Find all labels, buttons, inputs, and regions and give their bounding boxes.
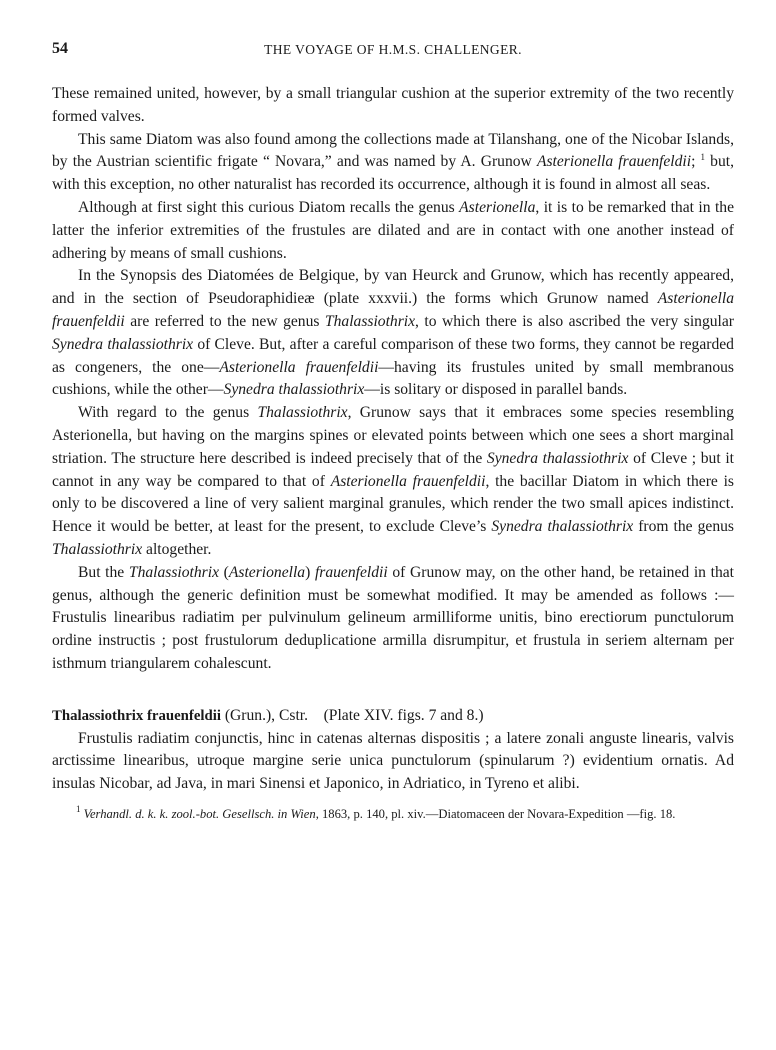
page-header [52, 40, 734, 64]
paragraph [52, 197, 734, 265]
italic-term: Thalassiothrix [52, 540, 143, 558]
body-text [52, 83, 734, 676]
italic-term: Synedra thalassiothrix [491, 518, 634, 536]
text-run: altogether. [142, 540, 212, 558]
italic-term: Asterionella [228, 563, 306, 581]
species-description: Frustulis radiatim conjunctis, hinc in catenas alternas dispositis ; a latere zonali anguste linearis, valvis arctissime linearibus, utroque margine serie unica punctulorum (spinularum ?) evidentium ornatis. Ad insulas Nicobar, ad Java, in mari Sinensi et Japonico, in Adriatico, in Tyreno et alibi. [52, 729, 734, 793]
italic-term: Asterionella frauenfeldii [330, 472, 486, 490]
text-run: But the [78, 563, 129, 581]
italic-term: Thalassiothrix [128, 563, 220, 581]
text-run: , Grunow says that it embraces some species resembling Asterionella, but having on the margins spines or elevated points between which one sees a short marginal striation. The structure here described is indeed precisely that of the [52, 404, 735, 467]
paragraph [52, 265, 734, 402]
italic-term: Synedra thalassiothrix [223, 381, 365, 399]
text-run: With regard to the genus [78, 404, 258, 422]
paragraph [52, 562, 734, 676]
running-title: THE VOYAGE OF H.M.S. CHALLENGER. [264, 42, 522, 57]
page-number: 54 [52, 40, 68, 57]
plate-reference: (Plate XIV. figs. 7 and 8.) [323, 706, 484, 724]
footnote-citation-title: Verhandl. d. k. k. zool.-bot. Gesellsch. in Wien [83, 806, 316, 821]
text-run: of Cleve ; but it cannot in any way be compared to that of [52, 449, 734, 490]
footnote-citation-rest: , 1863, p. 140, pl. xiv.—Diatomaceen der Novara-Expedition —fig. 18. [315, 806, 676, 821]
text-run: , the bacillar Diatom in which there is only to be discovered a line of very salient marginal granules, which render the two small apices indistinct. Hence it would be better, at least for the present, to exclude Cleve’s [52, 472, 734, 536]
text-run: In the Synopsis des Diatomées de Belgique, by van Heurck and Grunow, which has recently appeared, and in the section of Pseudoraphidieæ (plate xxxvii.) the forms which Grunow named [52, 267, 734, 308]
italic-term: frauenfeldii [314, 563, 388, 581]
text-run: , to which there is also ascribed the very singular [415, 312, 734, 330]
text-run: ( [219, 563, 229, 581]
paragraph [52, 402, 734, 562]
footnote [52, 804, 734, 824]
text-run: , it is to be remarked that in the latter the inferior extremities of the frustules are dilated and are in contact with one another instead of adhering by means of small cushions. [52, 198, 734, 262]
text-run: from the genus [633, 518, 734, 536]
text-run: but, with this exception, no other naturalist has recorded its occurrence, although it is found in almost all seas. [52, 153, 734, 194]
text-run: ; [691, 153, 701, 171]
italic-term: Synedra thalassiothrix [52, 335, 194, 353]
italic-term: Thalassiothrix [324, 312, 416, 330]
italic-term: Asterionella frauenfeldii [536, 153, 692, 171]
text-run: This same Diatom was also found among the collections made at Tilanshang, one of the Nicobar Islands, by the Austrian scientific frigate “ Novara,” and was named by A. Grunow [52, 130, 734, 171]
text-run: ) [305, 563, 315, 581]
text-run: of Grunow may, on the other hand, be retained in that genus, although the generic definition must be somewhat modified. It may be amended as follows :—Frustulis linearibus radiatim per pulvinulum gelineum armilliforme unitis, bino erectiorum punctulorum ordine instructis ; post frustulorum deduplicatione armilla disrumpitur, et frustula in seriem alternam per isthmum triangularem cohalescunt. [52, 563, 734, 672]
text-run: of Cleve. But, after a careful comparison of these two forms, they cannot be regarded as congeners, the one— [52, 335, 734, 376]
paragraph [52, 83, 734, 129]
italic-term: Asterionella frauenfeldii [219, 358, 379, 376]
italic-term: Thalassiothrix [257, 404, 348, 422]
species-name: Thalassiothrix frauenfeldii [52, 707, 221, 724]
text-run: —is solitary or disposed in parallel bands. [364, 381, 628, 399]
paragraph [52, 129, 734, 197]
italic-term: Synedra thalassiothrix [486, 449, 629, 467]
italic-term: Asterionella frauenfeldii [52, 290, 734, 330]
text-run: —having its frustules united by small membranous cushions, while the other— [52, 358, 734, 399]
text-run: These remained united, however, by a small triangular cushion at the superior extremity of the two recently formed valves. [52, 85, 734, 125]
text-run: Although at first sight this curious Diatom recalls the genus [78, 198, 460, 216]
footnote-ref: 1 [700, 152, 706, 163]
species-heading [52, 705, 734, 728]
species-entry [52, 705, 734, 796]
document-page [52, 40, 734, 824]
species-authority: (Grun.), Cstr. [220, 706, 309, 724]
italic-term: Asterionella [459, 198, 536, 216]
footnote-marker: 1 [76, 803, 81, 814]
text-run: are referred to the new genus [124, 312, 325, 330]
